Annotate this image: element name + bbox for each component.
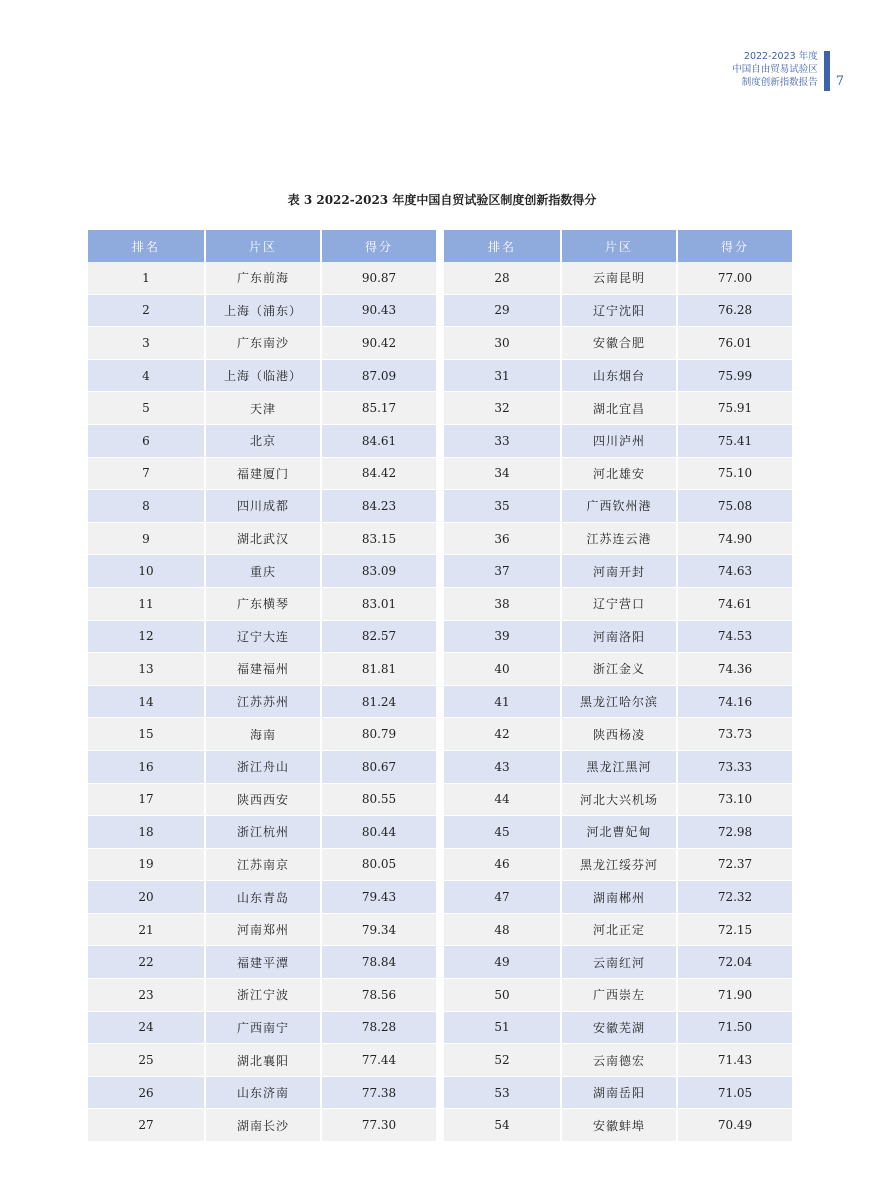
region-cell: 河北曹妃甸 <box>561 816 677 849</box>
region-cell: 河南洛阳 <box>561 620 677 653</box>
table-row <box>444 490 792 523</box>
rank-cell: 41 <box>444 685 561 718</box>
table-title: 表 3 2022-2023 年度中国自贸试验区制度创新指数得分 <box>287 193 597 207</box>
rank-cell: 33 <box>444 424 561 457</box>
region-cell: 河北大兴机场 <box>561 783 677 816</box>
table-row <box>444 653 792 686</box>
score-cell: 84.23 <box>321 490 436 523</box>
rank-cell: 18 <box>88 816 205 849</box>
score-cell: 74.36 <box>677 653 792 686</box>
table-row <box>88 424 436 457</box>
rank-cell: 8 <box>88 490 205 523</box>
score-cell: 76.28 <box>677 294 792 327</box>
table-row <box>88 620 436 653</box>
region-cell: 上海（浦东） <box>205 294 321 327</box>
table-row <box>444 1109 792 1142</box>
table-row <box>444 1076 792 1109</box>
region-cell: 浙江舟山 <box>205 750 321 783</box>
table-row <box>444 392 792 425</box>
rank-cell: 2 <box>88 294 205 327</box>
score-cell: 75.41 <box>677 424 792 457</box>
table-row <box>444 522 792 555</box>
table-row <box>444 718 792 751</box>
score-cell: 74.16 <box>677 685 792 718</box>
rank-cell: 14 <box>88 685 205 718</box>
score-cell: 71.43 <box>677 1044 792 1077</box>
region-cell: 湖北武汉 <box>205 522 321 555</box>
table-row <box>444 946 792 979</box>
rank-cell: 4 <box>88 359 205 392</box>
header-rank: 排名 <box>444 230 561 262</box>
rank-cell: 11 <box>88 587 205 620</box>
table-row <box>444 979 792 1012</box>
table-row <box>88 522 436 555</box>
region-cell: 湖北襄阳 <box>205 1044 321 1077</box>
report-title <box>732 50 818 89</box>
table-row <box>444 750 792 783</box>
region-cell: 河北雄安 <box>561 457 677 490</box>
rank-cell: 45 <box>444 816 561 849</box>
score-cell: 79.34 <box>321 913 436 946</box>
table-row <box>444 1044 792 1077</box>
table-row <box>444 555 792 588</box>
header-region: 片区 <box>561 230 677 262</box>
table-row <box>88 1011 436 1044</box>
table-row <box>88 750 436 783</box>
table-row <box>88 457 436 490</box>
rank-cell: 20 <box>88 881 205 914</box>
rank-cell: 31 <box>444 359 561 392</box>
score-cell: 87.09 <box>321 359 436 392</box>
table-row <box>88 881 436 914</box>
score-cell: 72.32 <box>677 881 792 914</box>
score-cell: 90.42 <box>321 327 436 360</box>
region-cell: 安徽蚌埠 <box>561 1109 677 1142</box>
region-cell: 黑龙江哈尔滨 <box>561 685 677 718</box>
rank-cell: 51 <box>444 1011 561 1044</box>
table-row <box>88 913 436 946</box>
region-cell: 湖南郴州 <box>561 881 677 914</box>
region-cell: 四川泸州 <box>561 424 677 457</box>
region-cell: 北京 <box>205 424 321 457</box>
score-cell: 77.38 <box>321 1076 436 1109</box>
region-cell: 辽宁营口 <box>561 587 677 620</box>
rank-cell: 34 <box>444 457 561 490</box>
table-row <box>444 359 792 392</box>
table-row <box>444 587 792 620</box>
score-cell: 81.24 <box>321 685 436 718</box>
score-cell: 79.43 <box>321 881 436 914</box>
table-row <box>88 816 436 849</box>
table-row <box>444 424 792 457</box>
score-cell: 76.01 <box>677 327 792 360</box>
score-cell: 73.73 <box>677 718 792 751</box>
table-row <box>88 490 436 523</box>
region-cell: 广西崇左 <box>561 979 677 1012</box>
region-cell: 江苏连云港 <box>561 522 677 555</box>
region-cell: 安徽合肥 <box>561 327 677 360</box>
report-title-line-1: 2022-2023 年度 <box>743 51 818 62</box>
rank-cell: 1 <box>88 262 205 294</box>
score-tables <box>88 230 792 1142</box>
table-row <box>444 327 792 360</box>
score-cell: 83.09 <box>321 555 436 588</box>
rank-cell: 25 <box>88 1044 205 1077</box>
score-cell: 78.56 <box>321 979 436 1012</box>
table-row <box>88 392 436 425</box>
rank-cell: 39 <box>444 620 561 653</box>
score-cell: 71.90 <box>677 979 792 1012</box>
score-cell: 71.05 <box>677 1076 792 1109</box>
header-score: 得分 <box>321 230 436 262</box>
rank-cell: 52 <box>444 1044 561 1077</box>
table-row <box>444 783 792 816</box>
score-cell: 74.90 <box>677 522 792 555</box>
score-cell: 80.44 <box>321 816 436 849</box>
score-cell: 82.57 <box>321 620 436 653</box>
score-cell: 75.91 <box>677 392 792 425</box>
region-cell: 河南开封 <box>561 555 677 588</box>
rank-cell: 3 <box>88 327 205 360</box>
table-row <box>88 1076 436 1109</box>
score-cell: 74.53 <box>677 620 792 653</box>
region-cell: 广东横琴 <box>205 587 321 620</box>
rank-cell: 26 <box>88 1076 205 1109</box>
score-cell: 71.50 <box>677 1011 792 1044</box>
rank-cell: 21 <box>88 913 205 946</box>
score-cell: 81.81 <box>321 653 436 686</box>
table-row <box>444 262 792 294</box>
rank-cell: 38 <box>444 587 561 620</box>
score-cell: 73.10 <box>677 783 792 816</box>
region-cell: 福建厦门 <box>205 457 321 490</box>
table-row <box>444 848 792 881</box>
score-table-left <box>88 230 436 1142</box>
region-cell: 广东前海 <box>205 262 321 294</box>
region-cell: 云南昆明 <box>561 262 677 294</box>
rank-cell: 12 <box>88 620 205 653</box>
table-row <box>88 946 436 979</box>
table-row <box>444 294 792 327</box>
table-row <box>88 555 436 588</box>
region-cell: 浙江宁波 <box>205 979 321 1012</box>
score-cell: 83.01 <box>321 587 436 620</box>
region-cell: 江苏南京 <box>205 848 321 881</box>
rank-cell: 19 <box>88 848 205 881</box>
table-header-row <box>444 230 792 262</box>
rank-cell: 50 <box>444 979 561 1012</box>
score-cell: 80.79 <box>321 718 436 751</box>
table-row <box>88 979 436 1012</box>
rank-cell: 53 <box>444 1076 561 1109</box>
score-cell: 70.49 <box>677 1109 792 1142</box>
table-row <box>88 327 436 360</box>
score-cell: 73.33 <box>677 750 792 783</box>
table-row <box>88 848 436 881</box>
table-row <box>444 816 792 849</box>
region-cell: 山东济南 <box>205 1076 321 1109</box>
rank-cell: 28 <box>444 262 561 294</box>
region-cell: 浙江杭州 <box>205 816 321 849</box>
header-score: 得分 <box>677 230 792 262</box>
region-cell: 上海（临港） <box>205 359 321 392</box>
region-cell: 辽宁大连 <box>205 620 321 653</box>
score-table-right <box>444 230 792 1142</box>
rank-cell: 48 <box>444 913 561 946</box>
score-cell: 90.43 <box>321 294 436 327</box>
table-row <box>88 1109 436 1142</box>
region-cell: 福建平潭 <box>205 946 321 979</box>
table-row <box>444 913 792 946</box>
header-rank: 排名 <box>88 230 205 262</box>
rank-cell: 7 <box>88 457 205 490</box>
rank-cell: 54 <box>444 1109 561 1142</box>
region-cell: 福建福州 <box>205 653 321 686</box>
region-cell: 重庆 <box>205 555 321 588</box>
report-title-line-3: 制度创新指数报告 <box>741 77 818 88</box>
rank-cell: 43 <box>444 750 561 783</box>
rank-cell: 49 <box>444 946 561 979</box>
table-header-row <box>88 230 436 262</box>
score-cell: 80.05 <box>321 848 436 881</box>
region-cell: 河北正定 <box>561 913 677 946</box>
rank-cell: 23 <box>88 979 205 1012</box>
score-cell: 85.17 <box>321 392 436 425</box>
region-cell: 湖北宜昌 <box>561 392 677 425</box>
score-cell: 72.98 <box>677 816 792 849</box>
region-cell: 江苏苏州 <box>205 685 321 718</box>
score-cell: 72.04 <box>677 946 792 979</box>
header-accent-bar <box>824 51 830 91</box>
region-cell: 浙江金义 <box>561 653 677 686</box>
rank-cell: 6 <box>88 424 205 457</box>
score-cell: 72.37 <box>677 848 792 881</box>
region-cell: 湖南岳阳 <box>561 1076 677 1109</box>
table-row <box>88 294 436 327</box>
table-body-left <box>88 262 436 1142</box>
rank-cell: 10 <box>88 555 205 588</box>
score-cell: 80.55 <box>321 783 436 816</box>
table-body-right <box>444 262 792 1142</box>
score-cell: 83.15 <box>321 522 436 555</box>
rank-cell: 27 <box>88 1109 205 1142</box>
table-row <box>444 457 792 490</box>
region-cell: 海南 <box>205 718 321 751</box>
table-row <box>444 881 792 914</box>
table-row <box>444 1011 792 1044</box>
score-cell: 74.61 <box>677 587 792 620</box>
region-cell: 广东南沙 <box>205 327 321 360</box>
region-cell: 广西南宁 <box>205 1011 321 1044</box>
score-cell: 75.10 <box>677 457 792 490</box>
table-row <box>88 1044 436 1077</box>
rank-cell: 44 <box>444 783 561 816</box>
region-cell: 云南红河 <box>561 946 677 979</box>
region-cell: 陕西西安 <box>205 783 321 816</box>
rank-cell: 37 <box>444 555 561 588</box>
score-cell: 90.87 <box>321 262 436 294</box>
table-row <box>88 359 436 392</box>
rank-cell: 30 <box>444 327 561 360</box>
rank-cell: 24 <box>88 1011 205 1044</box>
region-cell: 河南郑州 <box>205 913 321 946</box>
rank-cell: 29 <box>444 294 561 327</box>
page-number: 7 <box>835 74 844 89</box>
score-cell: 72.15 <box>677 913 792 946</box>
region-cell: 云南德宏 <box>561 1044 677 1077</box>
table-row <box>88 262 436 294</box>
table-row <box>444 685 792 718</box>
table-row <box>88 685 436 718</box>
rank-cell: 9 <box>88 522 205 555</box>
rank-cell: 35 <box>444 490 561 523</box>
rank-cell: 40 <box>444 653 561 686</box>
score-cell: 77.44 <box>321 1044 436 1077</box>
score-cell: 78.84 <box>321 946 436 979</box>
score-cell: 77.30 <box>321 1109 436 1142</box>
score-cell: 75.99 <box>677 359 792 392</box>
region-cell: 黑龙江绥芬河 <box>561 848 677 881</box>
rank-cell: 32 <box>444 392 561 425</box>
region-cell: 辽宁沈阳 <box>561 294 677 327</box>
score-cell: 84.61 <box>321 424 436 457</box>
running-header <box>732 50 844 91</box>
rank-cell: 16 <box>88 750 205 783</box>
rank-cell: 42 <box>444 718 561 751</box>
score-cell: 77.00 <box>677 262 792 294</box>
region-cell: 山东青岛 <box>205 881 321 914</box>
rank-cell: 17 <box>88 783 205 816</box>
table-row <box>88 718 436 751</box>
score-cell: 84.42 <box>321 457 436 490</box>
region-cell: 四川成都 <box>205 490 321 523</box>
rank-cell: 5 <box>88 392 205 425</box>
rank-cell: 15 <box>88 718 205 751</box>
table-row <box>88 587 436 620</box>
report-title-line-2: 中国自由贸易试验区 <box>732 64 818 75</box>
score-cell: 78.28 <box>321 1011 436 1044</box>
rank-cell: 46 <box>444 848 561 881</box>
score-cell: 74.63 <box>677 555 792 588</box>
region-cell: 广西钦州港 <box>561 490 677 523</box>
table-row <box>88 653 436 686</box>
rank-cell: 13 <box>88 653 205 686</box>
rank-cell: 22 <box>88 946 205 979</box>
region-cell: 山东烟台 <box>561 359 677 392</box>
rank-cell: 47 <box>444 881 561 914</box>
header-region: 片区 <box>205 230 321 262</box>
region-cell: 黑龙江黑河 <box>561 750 677 783</box>
region-cell: 安徽芜湖 <box>561 1011 677 1044</box>
region-cell: 湖南长沙 <box>205 1109 321 1142</box>
score-cell: 80.67 <box>321 750 436 783</box>
rank-cell: 36 <box>444 522 561 555</box>
table-row <box>444 620 792 653</box>
table-row <box>88 783 436 816</box>
score-cell: 75.08 <box>677 490 792 523</box>
region-cell: 陕西杨凌 <box>561 718 677 751</box>
region-cell: 天津 <box>205 392 321 425</box>
